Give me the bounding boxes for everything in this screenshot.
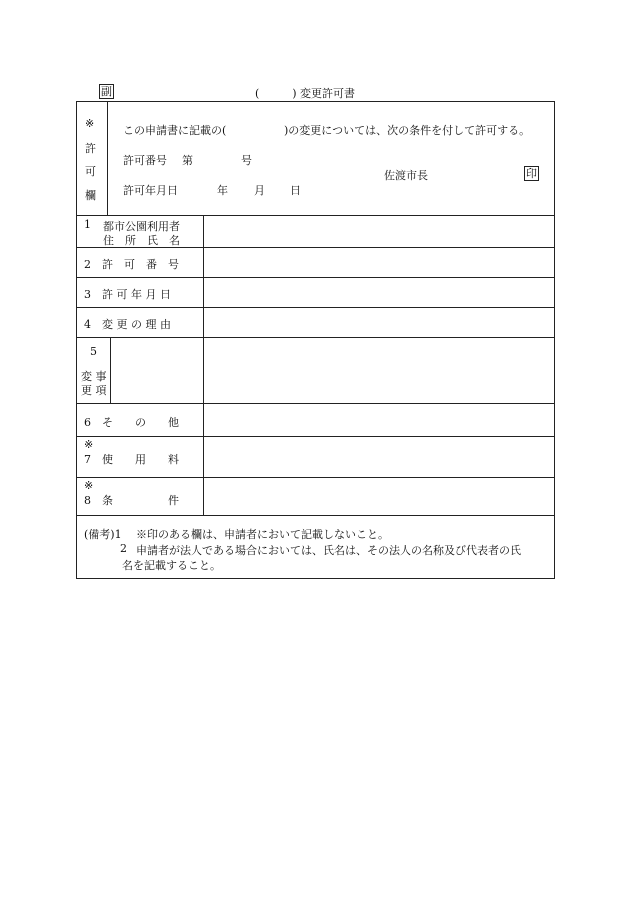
row8-label: 8 条 件 [84, 494, 179, 507]
permit-statement-suffix: )の変更については、次の条件を付して許可する。 [284, 124, 531, 137]
permit-number-dai: 第 [182, 154, 193, 167]
row3-label: 3 許 可 年 月 日 [84, 288, 171, 301]
seal-mark: 印 [526, 167, 537, 180]
title-paren: ( ) [255, 87, 297, 100]
copy-mark: 副 [101, 85, 112, 98]
note-2-line2: 名を記載すること。 [122, 559, 221, 572]
row7-label: 7 使 用 料 [84, 453, 179, 466]
row2-label: 2 許 可 番 号 [84, 258, 179, 271]
permit-number-label: 許可番号 [123, 154, 167, 167]
notes-label: (備考)1 [84, 528, 122, 541]
row7-mark: ※ [84, 438, 94, 451]
permit-label-mark: ※ [85, 117, 95, 130]
permit-label-char-2: 可 [85, 165, 96, 178]
permit-statement-prefix: この申請書に記載の( [123, 124, 227, 137]
row1-number: 1 [84, 218, 91, 231]
note-2-number: 2 [120, 542, 127, 555]
note-1: ※印のある欄は、申請者において記載しないこと。 [136, 528, 389, 541]
row6-label: 6 そ の 他 [84, 416, 179, 429]
permit-date-day: 日 [290, 184, 301, 197]
row1-label-line2: 住 所 氏 名 [103, 234, 180, 247]
note-2-line1: 申請者が法人である場合においては、氏名は、その法人の名称及び代表者の氏 [136, 544, 521, 557]
mayor-title: 佐渡市長 [384, 169, 428, 182]
page-title: 変更許可書 [300, 87, 355, 100]
row4-label: 4 変 更 の 理 由 [84, 318, 171, 331]
row8-mark: ※ [84, 479, 94, 492]
permit-date-label: 許可年月日 [123, 184, 178, 197]
permit-label-char-1: 許 [85, 142, 96, 155]
row1-label-line1: 都市公園利用者 [103, 220, 180, 233]
permit-number-go: 号 [241, 154, 252, 167]
row5-number: 5 [90, 345, 97, 358]
permit-label-char-3: 欄 [85, 189, 96, 202]
permit-date-year: 年 [217, 184, 228, 197]
row5-label-b: 更 項 [81, 384, 107, 397]
row5-label-a: 変 事 [81, 370, 107, 383]
permit-date-month: 月 [254, 184, 265, 197]
